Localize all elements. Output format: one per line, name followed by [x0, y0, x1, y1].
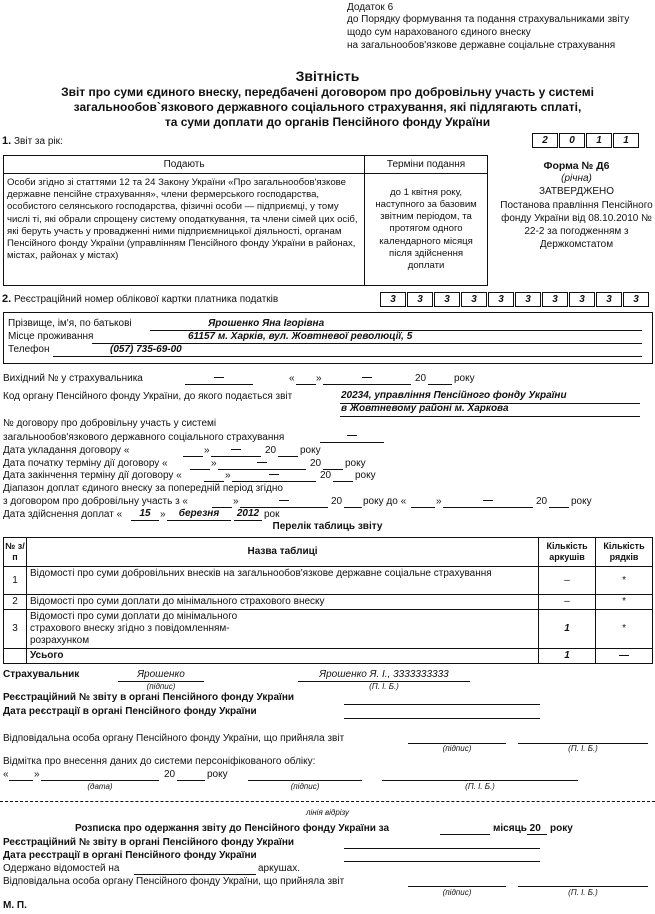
row-rows[interactable]: *	[596, 567, 653, 595]
section-2-number: 2.	[2, 293, 12, 305]
insurer-signature[interactable]: Ярошенко	[137, 669, 185, 680]
end-date-suffix: року	[355, 470, 376, 481]
total-sheets[interactable]: 1	[539, 649, 596, 664]
mark-year-prefix: 20	[164, 769, 176, 780]
received-label: Одержано відомостей на	[3, 863, 120, 874]
submit-who-text: Особи згідно зі статтями 12 та 24 Закону України «Про загальнообов'язкове державне пенсійне страхування», члени фермерського господарства, особистого селянського господарства, фізичні особи — підприємці, у тому числі ті, які обрали спрощену систему оподаткування, та члени сімей цих осіб, які беруть участь у провадженні ними підприємницької діяльності, органам Пенсійного фонду України (управлінням Пенсійного фонду України в районах, містах, районах у містах)	[4, 174, 365, 286]
sign-date-label: Дата укладання договору «	[3, 445, 130, 456]
row-name: Відомості про суми добровільних внесків на загальнообов'язкове державне соціальне страхування	[26, 567, 538, 595]
row-num: 1	[4, 567, 27, 595]
range-to-year-prefix: 20	[536, 496, 548, 507]
submit-header-who: Подають	[4, 156, 365, 174]
range-to-month[interactable]: —	[483, 495, 493, 506]
form-kind: (річна)	[561, 173, 592, 184]
sign-date-year-prefix: 20	[265, 445, 277, 456]
contract-label-2: загальнообов'язкового державного соціального страхування	[3, 432, 285, 443]
range-from-year-prefix: 20	[331, 496, 343, 507]
sign-date-close: »	[204, 445, 210, 456]
end-date-label: Дата закінчення терміну дії договору «	[3, 470, 182, 481]
tax-digit-4[interactable]: 3	[461, 292, 487, 307]
name-value[interactable]: Ярошенко Яна Ігорівна	[208, 318, 325, 329]
range-mid-label: року до «	[363, 496, 407, 507]
form-name: Форма № Д6	[543, 160, 610, 172]
tables-list-title: Перелік таблиць звіту	[272, 521, 383, 532]
row-sheets[interactable]: 1	[539, 610, 596, 649]
tax-digit-5[interactable]: 3	[488, 292, 514, 307]
contract-label-1: № договору про добровільну участь у системі	[3, 418, 217, 429]
row-rows[interactable]: *	[596, 610, 653, 649]
range-from-month[interactable]: —	[279, 495, 289, 506]
pf-code-label: Код органу Пенсійного фонду України, до якого подається звіт	[3, 391, 293, 402]
range-label-2: з договором про добровільну участь з «	[3, 496, 188, 507]
phone-label: Телефон	[8, 344, 50, 355]
year-digit-2[interactable]: 0	[559, 133, 585, 148]
reg-date-label: Дата реєстрації в органі Пенсійного фонду України	[3, 706, 257, 717]
tax-number-label: Реєстраційний номер облікової картки платника податків	[14, 294, 279, 305]
addendum-line-4: на загальнообов'язкове державне соціальне страхування	[347, 40, 616, 51]
mark-date-caption: (дата)	[87, 782, 113, 791]
table-row	[4, 610, 653, 649]
tax-digit-8[interactable]: 3	[569, 292, 595, 307]
sign-date-month[interactable]: —	[231, 444, 241, 455]
row-num: 3	[4, 610, 27, 649]
pay-year[interactable]: 2012	[236, 508, 260, 519]
outgoing-quote-close: »	[316, 373, 322, 384]
name-label: Прізвище, ім'я, по батькові	[8, 318, 132, 329]
start-date-suffix: року	[345, 458, 366, 469]
cut-line-label: лінія відрізу	[305, 808, 350, 817]
mark-label: Відмітка про внесення даних до системи персоніфікованого обліку:	[3, 756, 316, 767]
tax-digit-1[interactable]: 3	[380, 292, 406, 307]
receipt-title-month: місяць 20	[493, 823, 541, 834]
row-rows[interactable]: *	[596, 595, 653, 610]
outgoing-month[interactable]: —	[362, 372, 372, 383]
receipt-title: Розписка про одержання звіту до Пенсійного фонду України за	[75, 823, 390, 834]
total-rows[interactable]: —	[596, 649, 653, 664]
pf-code-value-2[interactable]: в Жовтневому районі м. Харкова	[341, 403, 509, 414]
tax-digit-10[interactable]: 3	[623, 292, 649, 307]
pay-suffix: рок	[264, 509, 280, 520]
address-value[interactable]: 61157 м. Харків, вул. Жовтневої революції, 5	[188, 331, 413, 342]
mark-quote-open: «	[3, 769, 9, 780]
range-label-1: Діапазон доплат єдиного внеску за попередній період згідно	[3, 483, 283, 494]
responsible-sign-caption: (підпис)	[442, 744, 472, 753]
end-date-close: »	[225, 470, 231, 481]
tax-digit-2[interactable]: 3	[407, 292, 433, 307]
reg-no-label: Реєстраційний № звіту в органі Пенсійного фонду України	[3, 692, 295, 703]
outgoing-label: Вихідний № у страхувальника	[3, 373, 143, 384]
outgoing-year-suffix: року	[454, 373, 475, 384]
receipt-reg-date-label: Дата реєстрації в органі Пенсійного фонду України	[3, 850, 257, 861]
tax-digit-7[interactable]: 3	[542, 292, 568, 307]
phone-value[interactable]: (057) 735-69-00	[110, 344, 182, 355]
year-digit-1[interactable]: 2	[532, 133, 558, 148]
table-total-row	[4, 649, 653, 664]
receipt-pib-caption: (П. І. Б.)	[568, 888, 598, 897]
addendum-line-2: до Порядку формування та подання страхувальниками звіту	[347, 14, 630, 25]
table-row	[4, 567, 653, 595]
pf-code-value-1[interactable]: 20234, управління Пенсійного фонду України	[341, 390, 567, 401]
col-name-header: Назва таблиці	[26, 538, 538, 567]
address-label: Місце проживання	[8, 331, 94, 342]
submit-table	[3, 155, 488, 286]
col-sheets-header: Кількість аркушів	[539, 538, 596, 567]
form-resolution: Постанова правління Пенсійного фонду України від 08.10.2010 № 22-2 за погодженням з Держкомстатом	[500, 200, 653, 250]
title-sub-2: загальнообов`язкового державного соціального страхування, які підлягають сплаті,	[73, 100, 582, 114]
title-sub-1: Звіт про суми єдиного внеску, передбачені договором про добровільну участь у системі	[61, 85, 594, 99]
receipt-responsible-label: Відповідальна особа органу Пенсійного фонду України, що прийняла звіт	[3, 876, 345, 887]
range-to-suffix: року	[571, 496, 592, 507]
end-date-year-prefix: 20	[320, 470, 332, 481]
pay-month[interactable]: березня	[178, 508, 220, 519]
row-name: Відомості про суми доплати до мінімального страхового внеску згідно з повідомленням-розрахунком	[26, 610, 538, 649]
submit-header-when: Терміни подання	[365, 156, 488, 174]
tax-digit-6[interactable]: 3	[515, 292, 541, 307]
year-label: Звіт за рік:	[14, 136, 63, 147]
pay-date-label: Дата здійснення доплат «	[3, 509, 123, 520]
responsible-pib-caption: (П. І. Б.)	[568, 744, 598, 753]
start-date-month[interactable]: —	[257, 457, 267, 468]
end-date-month[interactable]: —	[269, 469, 279, 480]
mark-sign-caption: (підпис)	[290, 782, 320, 791]
col-rows-header: Кількість рядків	[596, 538, 653, 567]
mark-quote-close: »	[34, 769, 40, 780]
outgoing-number[interactable]: —	[214, 372, 224, 383]
received-suffix: аркушах.	[258, 863, 300, 874]
responsible-label: Відповідальна особа органу Пенсійного фонду України, що прийняла звіт	[3, 733, 345, 744]
insurer-pib-caption: (П. І. Б.)	[369, 682, 399, 691]
mark-year-suffix: року	[207, 769, 228, 780]
outgoing-year-prefix: 20	[415, 373, 427, 384]
insurer-sign-caption: (підпис)	[146, 682, 176, 691]
tables-list	[3, 537, 653, 664]
start-date-year-prefix: 20	[310, 458, 322, 469]
pay-date-close: »	[160, 509, 166, 520]
pay-day[interactable]: 15	[139, 508, 151, 519]
tax-digit-9[interactable]: 3	[596, 292, 622, 307]
addendum-line-3: щодо сум нарахованого єдиного внеску	[347, 27, 531, 38]
form-approved: ЗАТВЕРДЖЕНО	[538, 186, 615, 197]
row-sheets[interactable]: –	[539, 595, 596, 610]
total-label: Усього	[26, 649, 538, 664]
outgoing-quote-open: «	[289, 373, 295, 384]
year-digit-4[interactable]: 1	[613, 133, 639, 148]
mark-pib-caption: (П. І. Б.)	[465, 782, 495, 791]
sign-date-suffix: року	[300, 445, 321, 456]
insurer-name[interactable]: Ярошенко Я. І., 3333333333	[319, 669, 449, 680]
receipt-title-year: року	[550, 823, 573, 834]
section-1-number: 1.	[2, 135, 12, 147]
table-row	[4, 595, 653, 610]
contract-number[interactable]: —	[347, 430, 357, 441]
row-num: 2	[4, 595, 27, 610]
submit-when-text: до 1 квітня року, наступного за базовим звітним періодом, та протягом одного календарного місяця після здійснення доплати	[365, 174, 488, 286]
addendum-line-1: Додаток 6	[347, 2, 394, 13]
start-date-label: Дата початку терміну дії договору «	[3, 458, 168, 469]
receipt-reg-no-label: Реєстраційний № звіту в органі Пенсійного фонду України	[3, 837, 295, 848]
row-sheets[interactable]: –	[539, 567, 596, 595]
page-title: Звітність	[295, 68, 360, 84]
tax-digit-3[interactable]: 3	[434, 292, 460, 307]
range-to-close: »	[436, 496, 442, 507]
start-date-close: »	[211, 458, 217, 469]
insurer-label: Страхувальник	[3, 669, 80, 680]
col-num-header: № з/п	[4, 538, 27, 567]
receipt-sign-caption: (підпис)	[442, 888, 472, 897]
range-from-close: »	[233, 496, 239, 507]
row-name: Відомості про суми доплати до мінімального страхового внеску	[26, 595, 538, 610]
year-digit-3[interactable]: 1	[586, 133, 612, 148]
stamp-place: М. П.	[3, 900, 27, 911]
cut-line	[0, 801, 655, 802]
title-sub-3: та суми доплати до органів Пенсійного фонду України	[164, 115, 491, 129]
